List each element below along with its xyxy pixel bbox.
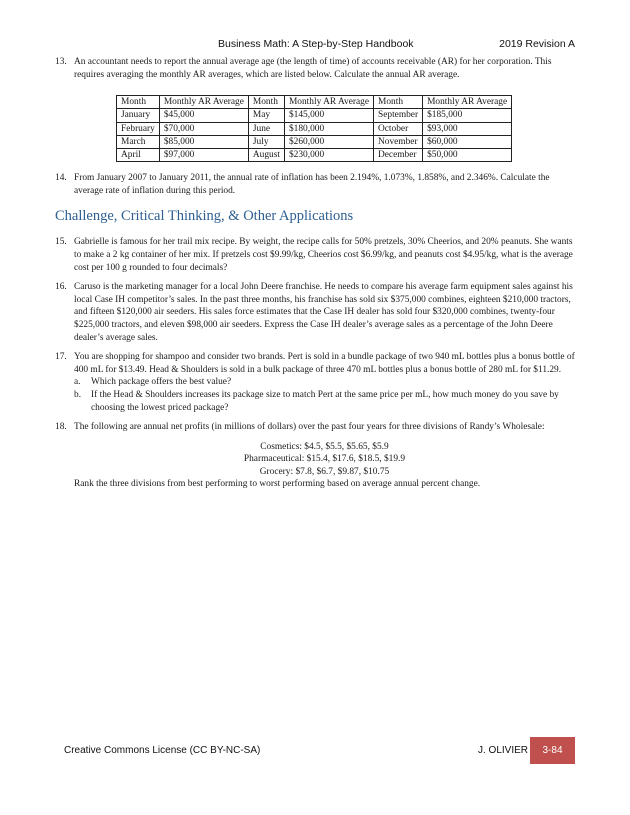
table-cell: $70,000 <box>159 122 248 135</box>
problem-closing-text: Rank the three divisions from best performing to worst performing based on average annual percent change. <box>74 479 481 490</box>
running-header-title: Business Math: A Step-by-Step Handbook <box>218 38 414 50</box>
table-cell: $97,000 <box>159 149 248 162</box>
page-content <box>55 56 575 498</box>
table-cell: February <box>117 122 160 135</box>
subquestion-b <box>74 389 575 414</box>
table-header-row <box>117 96 512 109</box>
table-cell: July <box>248 135 284 148</box>
subquestion-text: Which package offers the best value? <box>91 377 232 388</box>
table-cell: March <box>117 135 160 148</box>
table-cell: $260,000 <box>284 135 373 148</box>
page-number-badge: 3-84 <box>530 737 575 764</box>
subquestion-label: a. <box>74 377 81 388</box>
col-header: Month <box>248 96 284 109</box>
problem-text: Gabrielle is famous for her trail mix recipe. By weight, the recipe calls for 50% pretzels, 30% Cheerios, and 20% peanuts. She wants to make a 2 kg container of her mix. If pretzels cost $9.99/kg, Cheerios cost $6.99/kg, and peanuts cost $4.95/kg, what is the average cost per 100 g rounded to four decimals? <box>74 237 573 273</box>
table-cell: $60,000 <box>423 135 512 148</box>
problem-number: 15. <box>55 237 67 248</box>
table-cell: November <box>374 135 423 148</box>
col-header: Month <box>374 96 423 109</box>
problem-text: The following are annual net profits (in millions of dollars) over the past four years for three divisions of Randy’s Wholesale: <box>74 422 545 433</box>
table-cell: August <box>248 149 284 162</box>
problem-13 <box>55 56 575 162</box>
profits-cosmetics: Cosmetics: $4.5, $5.5, $5.65, $5.9 <box>260 441 389 452</box>
problem-17 <box>55 351 575 414</box>
problem-15 <box>55 236 575 274</box>
problem-16 <box>55 281 575 344</box>
problem-text: An accountant needs to report the annual average age (the length of time) of accounts receivable (AR) for her corporation. This requires averaging the monthly AR averages, which are listed below. Calculate the annual AR average. <box>74 57 552 80</box>
col-header: Month <box>117 96 160 109</box>
profits-pharmaceutical: Pharmaceutical: $15.4, $17.6, $18.5, $19.9 <box>243 454 406 465</box>
table-row <box>117 122 512 135</box>
table-cell: $230,000 <box>284 149 373 162</box>
problem-14 <box>55 172 575 197</box>
footer-license: Creative Commons License (CC BY-NC-SA) <box>64 745 261 756</box>
col-header: Monthly AR Average <box>159 96 248 109</box>
table-cell: $85,000 <box>159 135 248 148</box>
ar-table <box>116 95 512 162</box>
problem-18 <box>55 421 575 491</box>
problem-text: Caruso is the marketing manager for a local John Deere franchise. He needs to compare his average farm equipment sales against his local Case IH competitor’s sales. In the past three months, his franchise has sold six $375,000 combines, eighteen $210,000 tractors, and fifteen $120,000 air seeders. His sales force estimates that the Case IH dealer has sold four $320,000 combines, twenty-four $225,000 tractors, and eleven $98,000 air seeders. Express the Case IH dealer’s average sales as a percentage of the John Deere dealer’s average sales. <box>74 282 573 343</box>
subquestion-label: b. <box>74 389 82 400</box>
table-cell: $145,000 <box>284 109 373 122</box>
table-cell: $50,000 <box>423 149 512 162</box>
section-heading: Challenge, Critical Thinking, & Other Applications <box>55 208 354 225</box>
table-cell: September <box>374 109 423 122</box>
table-cell: October <box>374 122 423 135</box>
table-cell: $180,000 <box>284 122 373 135</box>
table-cell: $185,000 <box>423 109 512 122</box>
table-cell: January <box>117 109 160 122</box>
table-row <box>117 135 512 148</box>
table-cell: $45,000 <box>159 109 248 122</box>
table-cell: June <box>248 122 284 135</box>
problem-number: 17. <box>55 352 67 363</box>
problem-number: 16. <box>55 282 67 293</box>
problem-text: You are shopping for shampoo and consider two brands. Pert is sold in a bundle package of two 940 mL bottles plus a bonus bottle of 400 mL for $13.49. Head & Shoulders is sold in a bulk package of three 470 mL bottles plus a bonus bottle of 280 mL for $11.29. <box>74 352 575 375</box>
problem-number: 13. <box>55 57 67 67</box>
subquestion-a <box>74 376 575 389</box>
table-cell: April <box>117 149 160 162</box>
col-header: Monthly AR Average <box>284 96 373 109</box>
table-row <box>117 109 512 122</box>
problem-text: From January 2007 to January 2011, the annual rate of inflation has been 2.194%, 1.073%, 1.858%, and 2.346%. Calculate the average rate of inflation during this period. <box>74 173 550 196</box>
footer-author: J. OLIVIER <box>478 745 529 756</box>
table-cell: December <box>374 149 423 162</box>
table-cell: $93,000 <box>423 122 512 135</box>
problem-number: 18. <box>55 422 67 433</box>
running-header-revision: 2019 Revision A <box>499 38 575 50</box>
table-cell: May <box>248 109 284 122</box>
problem-number: 14. <box>55 173 67 184</box>
col-header: Monthly AR Average <box>423 96 512 109</box>
profits-grocery: Grocery: $7.8, $6.7, $9.87, $10.75 <box>259 466 390 477</box>
table-row <box>117 149 512 162</box>
subquestion-text: If the Head & Shoulders increases its package size to match Pert at the same price per mL, how much money do you save by choosing the lowest priced package? <box>91 389 559 413</box>
